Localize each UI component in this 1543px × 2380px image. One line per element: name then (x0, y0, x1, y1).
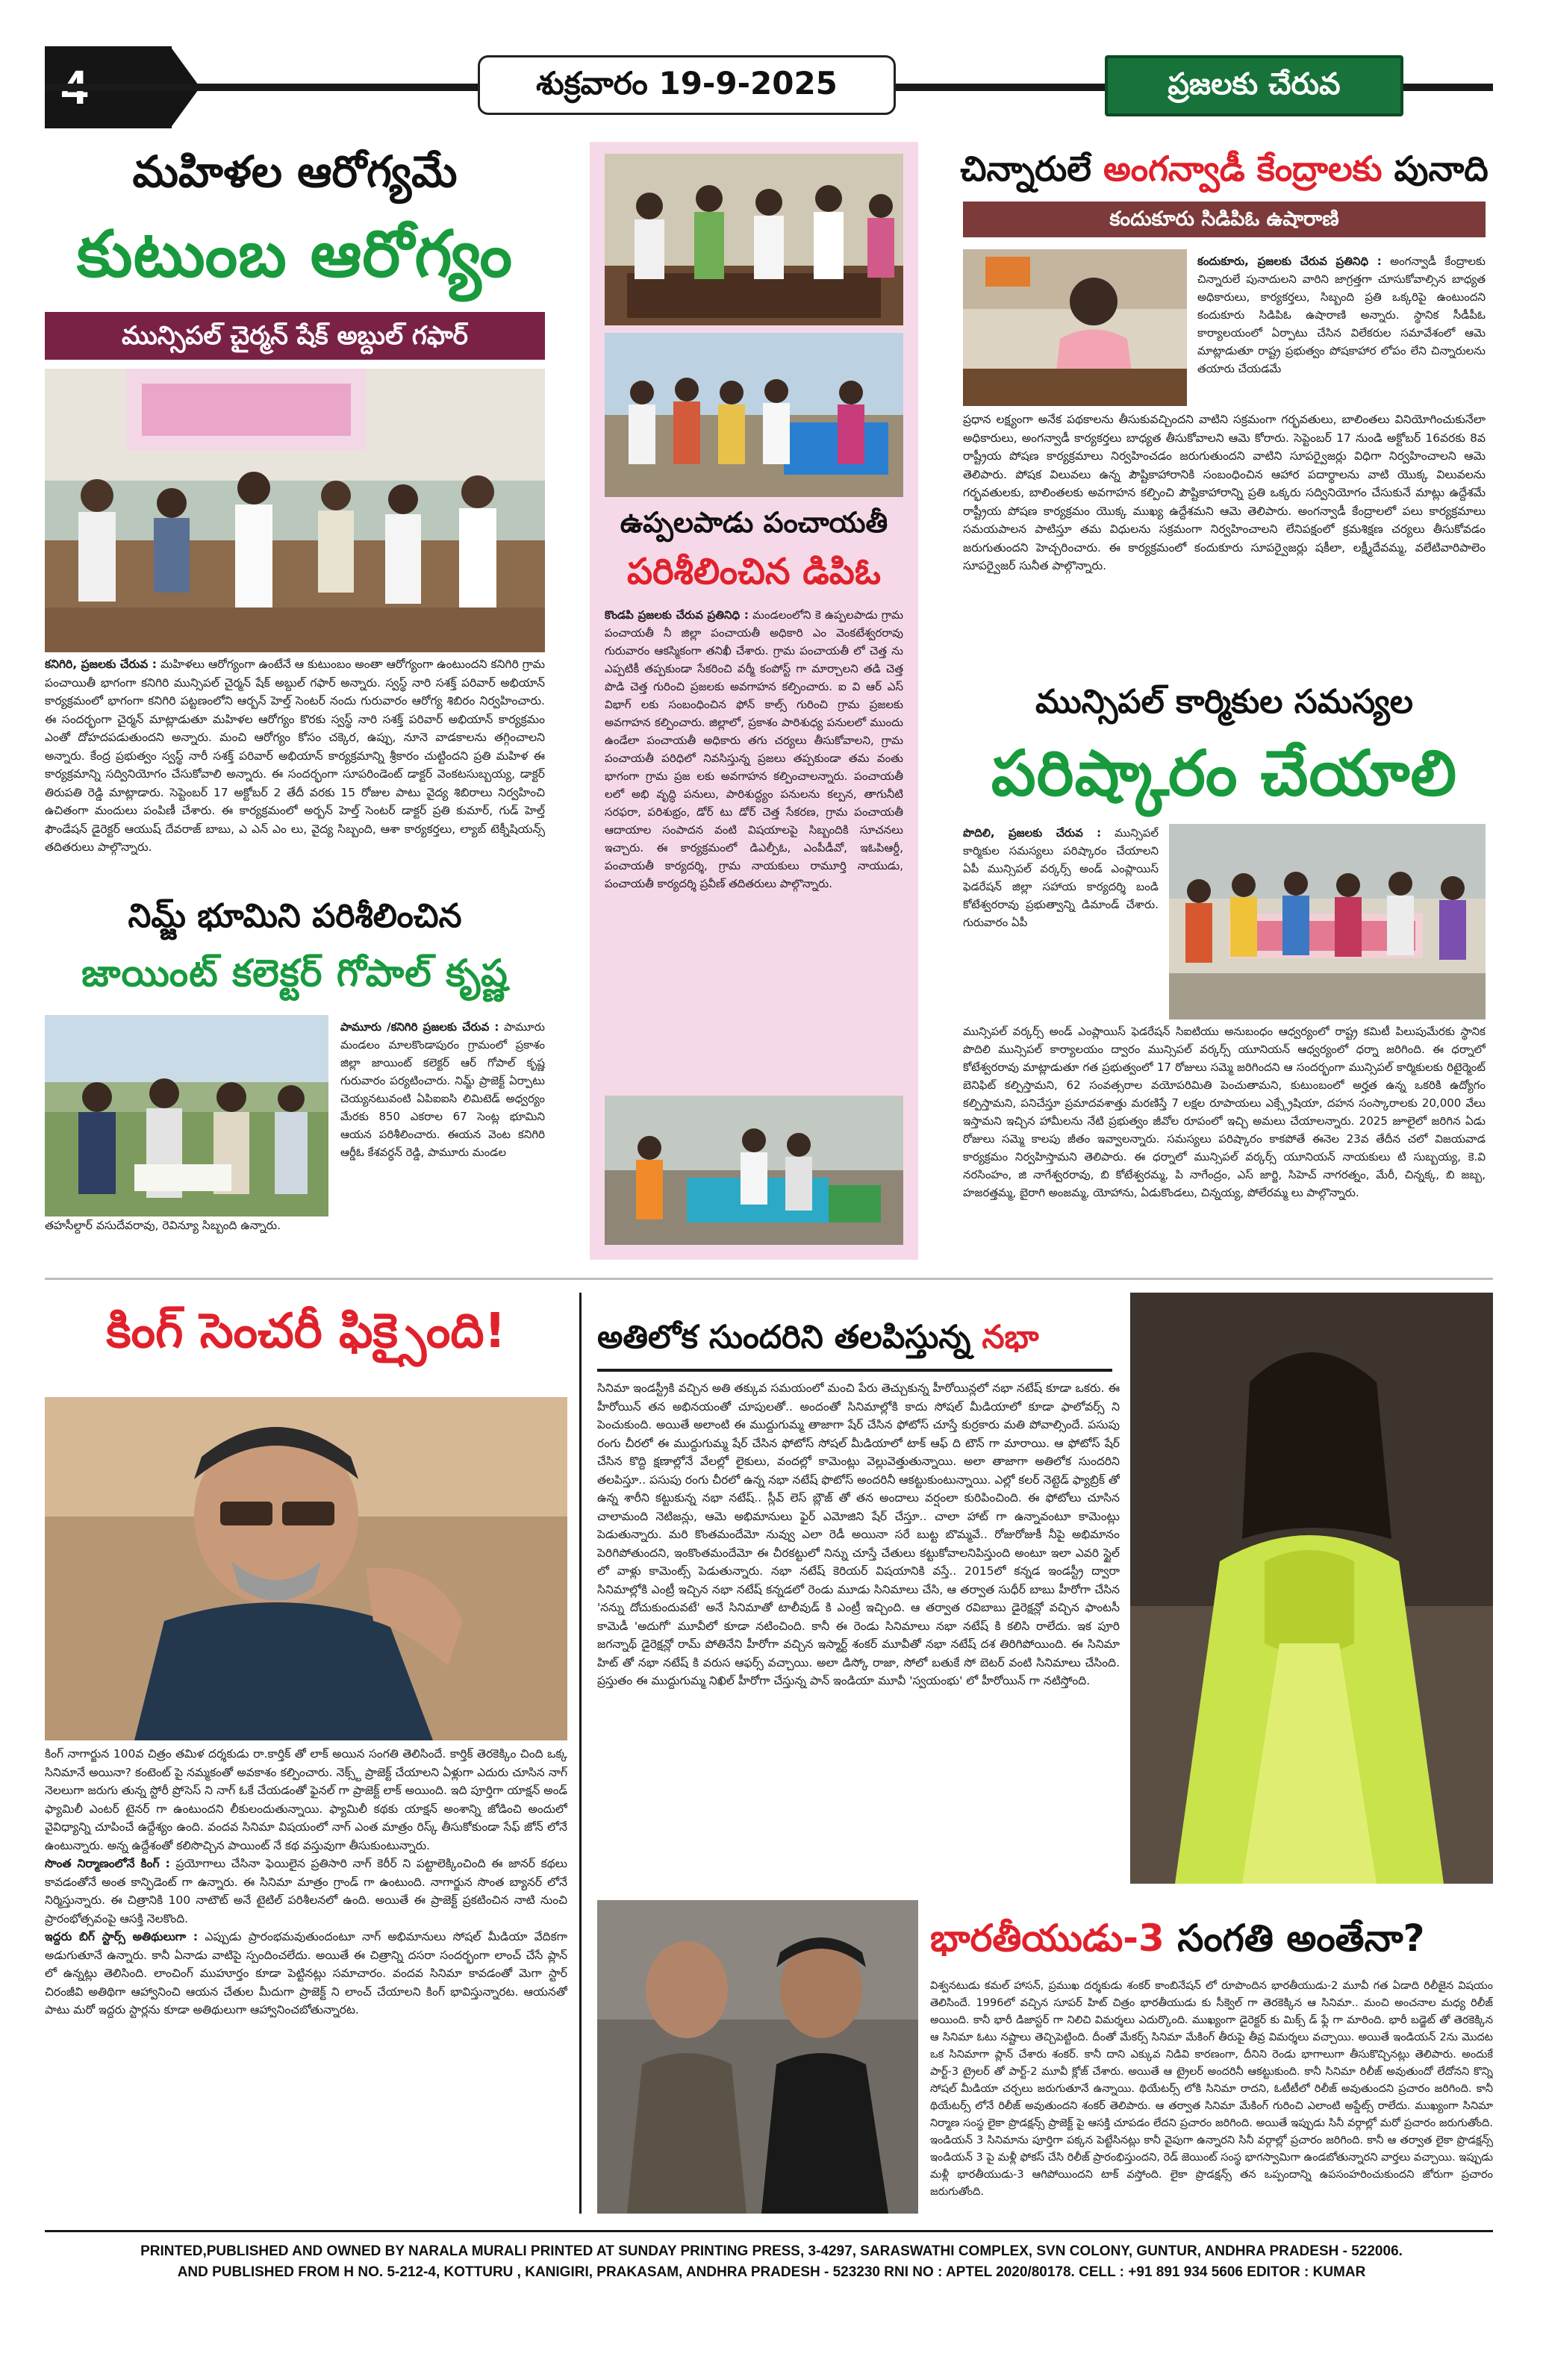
king-century-para3: ఎప్పుడు ప్రారంభమవుతుందంటూ నాగ్ అభిమానులు సోషల్ మీడియా వేదికగా అడుగుతూనే ఉన్నారు. కానీ ఏనాడు వాటిపై స్పందించలేదు. అయితే ఈ చిత్రాన్ని దసరా సందర్భంగా లాంచ్ చేసే ప్లాన్ లో ఉన్నట్లు తెలిసింది. లాంచింగ్ ముహూర్తం కూడా పెట్టినట్లు సమాచారం. వందవ సినిమా కావడంతో మెగా స్టార్ చిరంజీవి అతిథిగా ఆహ్వానించి ఆయన చేతుల మీదుగా ప్రాజెక్ట్ ని లాంచ్ చేయాలని కింగ్ భావిస్తున్నారట. ఆయనతో పాటు మరో ఇద్దరు స్టార్లను కూడా అతిథులుగా ఆహ్వానించబోతున్నారట. (45, 1930, 567, 2017)
women-health-body (45, 655, 545, 909)
king-century-headline (45, 1293, 567, 1370)
anganwadi-body-bottom: ప్రధాన లక్ష్యంగా అనేక పథకాలను తీసుకువచ్చిందని వాటిని సక్రమంగా గర్భవతులు, బాలింతలు వినియోగించుకునేలా అధికారులు, అంగన్వాడీ కార్యకర్తలు బాధ్యత తీసుకోవాలని ఆమె కోరారు. సెప్టెంబర్ 17 నుండి అక్టోబర్ 16వరకు 8వ రాష్ట్రీయ పోషణ కార్యక్రమాలు నిర్వహించడం జరుగుతుందని వాటిని సూపర్వైజర్లు విధిగా నిర్వహించాలని ఆమె తెలిపారు. పోషక విలువలు ఉన్న పౌష్టికాహారానికి సంబంధించిన ఆహార పదార్థాలను వాటి యొక్క విలువలను గర్భవతులకు, బాలింతలకు అవగాహన కల్పించి పౌష్టికాహారాన్ని ప్రతి ఒక్కరు సద్వినియోగం చేసుకునే మాట్లు ఉద్దేశమే రాష్ట్రీయ పోషణ కార్యక్రమం యొక్క ముఖ్య ఉద్దేశమని ఆమె తెలిపారు. అంగన్వాడీ కేంద్రాలలో పలు కార్యక్రమాలు సమయపాలన పాటిస్తూ తమ విధులను సక్రమంగా నిర్వహించాలని లేనిపక్షంలో క్రమశిక్షణ చర్యలు తీసుకోవడం జరుగుతుందని హెచ్చరించారు. ఈ కార్యక్రమంలో కందుకూరు సూపర్వైజర్లు షకీలా, లక్ష్మీదేవమ్మ, వలేటివారిపాలెం సూపర్వైజర్ సునీత పాల్గొన్నారు. (963, 413, 1486, 572)
uppalapadu-body (605, 606, 903, 1096)
anganwadi-headline-part2: అంగన్వాడీ కేంద్రాలకు (1103, 149, 1383, 189)
anganwadi-headline-part1: చిన్నారులే (960, 149, 1091, 189)
collector-site-photo (45, 1015, 328, 1216)
uppalapadu-kicker: ఉప్పలపాడు పంచాయతీ (620, 506, 888, 539)
bharateeyudu-headline-part2: సంగతి అంతేనా? (1177, 1917, 1425, 1960)
anganwadi-dateline: కందుకూరు, ప్రజలకు చేరువ ప్రతినిధి : (1197, 254, 1382, 268)
anganwadi-headline-part3: పునాది (1394, 149, 1489, 189)
masthead-brand: ప్రజలకు చేరువ (1105, 55, 1403, 116)
uppalapadu-photo-top (605, 154, 903, 325)
anganwadi-headline (948, 142, 1500, 196)
bharateeyudu-headline-part1: భారతీయుడు-3 (930, 1917, 1165, 1960)
footer-rule (45, 2230, 1493, 2232)
anganwadi-cdpo-photo (963, 249, 1187, 406)
king-century-intro: కింగ్ నాగార్జున 100వ చిత్రం తమిళ దర్శకుడు రా.కార్తిక్ తో లాక్ అయిన సంగతి తెలిసిందే. కార్తిక్ తెరకెక్కిం చింది ఒక్క సినిమానే అయినా? కంటెంట్ పై నమ్మకంతో అవకాశం కల్పించారు. నెక్స్ట్ ప్రాజెక్ట్ చేయాలని ఏళ్లుగా ఎదురు చూసిన నాగ్ నెలలుగా జరుగు తున్న స్టోరీ ప్రోసెస్ ని నాగ్ ఓకే చేయడంతో ఫైనల్ గా ప్రాజెక్ట్ లాక్ అయింది. ఇది పూర్తిగా యాక్షన్ అండ్ ఫ్యామిలీ ఎంటర్ టైనర్ గా ఉంటుందని లీకులందుతున్నాయి. ఫ్యామిలీ కథకు యాక్షన్ అంశాన్ని జోడించి అందులో వైవిధ్యాన్ని చూపించే ఉద్దేశ్యం ఉంది. వందవ సినిమా విషయంలో నాగ్ ఎంత మాత్రం రిస్క్ తీసుకోకుండా సేఫ్ జోన్ లోనే ఉంటున్నారు. అన్న ఉద్దేశంతో కలిసొచ్చిన పాయింట్ నే కథ వస్తువుగా తీసుకుంటున్నారు. (45, 1747, 567, 1852)
nabha-body: సినిమా ఇండస్ట్రీకి వచ్చిన అతి తక్కువ సమయంలో మంచి పేరు తెచ్చుకున్న హీరోయిన్లలో నభా నటేష్ కూడా ఒకరు. ఈ హీరోయిన్ తన అభినయంతో చూపులతో.. అందంతో సినిమాల్లోకి కాదు సోషల్ మీడియాలో కూడా ఫాలోవర్స్ ని పెంచుకుంది. అయితే అలాంటి ఈ ముద్దుగుమ్మ తాజాగా షేర్ చేసిన ఫోటోస్ చూస్తే కుర్రకారు మతి పోవాల్సిందే. పసుపు రంగు చీరలో ఈ ముద్దుగుమ్మ షేర్ చేసిన ఫోటోస్ సోషల్ మీడియాలో టాక్ ఆఫ్ ది టౌన్ గా మారాయి. ఆ ఫోటోస్ షేర్ చేసిన కొద్ది క్షణాల్లోనే వేలల్లో లైకులు, వందల్లో కామెంట్లు వెల్లువెత్తుతున్నాయి. అలా తాజాగా అతిలోక సుందరిని తలపిస్తూ.. పసుపు రంగు చీరలో ఉన్న నభా నటేష్ ఫొటోస్ అందరినీ ఆకట్టుకుంటున్నాయి. ఎల్లో కలర్ నెట్టెడ్ ఫ్యాబ్రిక్ తో ఉన్న శారీని కట్టుకున్న నభా నటేష్.. స్లీవ్ లెస్ బ్లౌజ్ తో తన అందాలు వర్షంలా కురిపించింది. ఈ ఫోటోలు చూసిన చాలామంది నెటిజన్లు, ఆమె అభిమానులు ఫైర్ ఎమోజిని షేర్ చేస్తూ.. చాలా హాట్ గా ఉన్నావంటూ కామెంట్లు పెడుతున్నారు. మరి కొంతమందేమో నువ్వు ఎలా రెడీ అయినా సరే బుట్ట బొమ్మవే.. రోజురోజుకీ నీపై అభిమానం పెరిగిపోతుందని, ఇంకొంతమందేమో ఈ చీరకట్టులో నిన్ను చూస్తే చేతులు కట్టుకోవాలనిపిస్తుంది అంటూ ఇలా ఎవరి స్టైల్ లో వాళ్లు కామెంట్స్ పెడుతున్నారు. నభా నటేష్ కెరియర్ విషయానికి వస్తే.. 2015లో కన్నడ ఇండస్ట్రీ ద్వారా సినిమాల్లోకి ఎంట్రీ ఇచ్చిన నభా నటేష్ కన్నడలో రెండు మూడు సినిమాలు చేసి, ఆ తర్వాత సుధీర్ బాబు హీరోగా చేసిన 'నన్ను దోచుకుందువటే' అనే సినిమాతో టాలీవుడ్ కి ఎంట్రీ ఇచ్చింది. ఆ తర్వాత రవిబాబు డైరెక్షన్లో వచ్చిన ఫాంటసీ కామెడీ 'అదుగో' మూవీలో కూడా నటించింది. కానీ ఈ రెండు సినిమాలు నభా నటేష్ కి కలిసి రాలేదు. ఇక పూరి జగన్నాథ్ డైరెక్షన్లో రామ్ పోతినేని హీరోగా వచ్చిన ఇస్మార్ట్ శంకర్ మూవీతో నభా నటేష్ దశ తిరిగిపోయింది. ఈ సినిమా హిట్ తో నభా నటేష్ కి వరుస ఆఫర్స్ వచ్చాయి. అలా డిస్కో రాజా, సోలో బతుకే సో బెటర్ వంటి సినిమాలు చేసింది. ప్రస్తుతం ఈ ముద్దుగుమ్మ నిఖిల్ హీరోగా చేస్తున్న పాన్ ఇండియా మూవీ 'స్వయంభు' లో హీరోయిన్ గా నటిస్తోంది. (597, 1381, 1120, 1687)
uppalapadu-dateline: కొండపి ప్రజలకు చేరువ ప్రతినిధి : (605, 608, 749, 622)
collector-dateline: పామూరు /కనిగిరి ప్రజలకు చేరువ : (340, 1020, 499, 1034)
footer-line-2: AND PUBLISHED FROM H NO. 5-212-4, KOTTURU , KANIGIRI, PRAKASAM, ANDHRA PRADESH - 523230 RNI NO : APTEL 2020/80178. CELL : +91 891 934 5606 EDITOR : KUMAR (177, 2264, 1366, 2280)
municipal-kicker: మున్సిపల్ కార్మికుల సమస్యల (1035, 683, 1413, 721)
nabha-headline-rule (597, 1369, 1112, 1372)
king-century-para2: ప్రయోగాలు చేసినా ఫెయిలైన ప్రతిసారి నాగ్ కెరీర్ ని పట్టాలెక్కించింది ఈ జానర్ కథలు కావడంతోనే అంత కాన్ఫిడెంట్ గా ఉన్నారు. ఈ సినిమా మాత్రం గ్రాండ్ గా ఉంటుంది. నాగార్జున సొంత బ్యానర్ లోనే నిర్మిస్తున్నారు. ఈ చిత్రానికి 100 నాటౌట్ అనే టైటిల్ పరిశీలనలో ఉంది. అయితే ఈ ప్రాజెక్ట్ ప్రకటించిన నాటి నుంచి ప్రారంభోత్సవంపై ఆసక్తి నెలకొంది. (45, 1857, 567, 1925)
collector-body-bottom: తహసీల్దార్ వసుదేవరావు, రెవిన్యూ సిబ్బంది ఉన్నారు. (45, 1219, 281, 1232)
bharateeyudu-headline (930, 1905, 1493, 1972)
bharateeyudu-body: విశ్వనటుడు కమల్ హాసన్, ప్రముఖ దర్శకుడు శంకర్ కాంబినేషన్ లో రూపొందిన భారతీయుడు-2 మూవీ గత ఏడాది రిలీజైన విషయం తెలిసిందే. 1996లో వచ్చిన సూపర్ హిట్ చిత్రం భారతీయుడు కు సీక్వెల్ గా తెరకెక్కిన ఆ సినిమా.. మంచి అంచనాల మధ్య రిలీజ్ అయింది. కానీ భారీ డిజాస్టర్ గా నిలిచి విమర్శలు ఎదుర్కొంది. ముఖ్యంగా డైరెక్టర్ కు మిక్స్ డ్ ఫ్లే గా మారింది. భారీ బడ్జెట్ తో తెరకెక్కిన ఆ సినిమా ఓటు నష్టాలు తెచ్చిపెట్టింది. దీంతో మేకర్స్ సినిమా మేకింగ్ తీరుపై తీవ్ర విమర్శలు వచ్చాయి. అయితే ఇండియన్ 2ను మొదట ఒక సినిమాగా ప్లాన్ చేశారు శంకర్. కానీ దాని ఎక్కువ నిడివి కారణంగా, దీనిని రెండు భాగాలుగా తీసుకొచ్చినట్లు తెలిపారు. అందుకే పార్ట్-3 ట్రైలర్ తో పార్ట్-2 మూవీ క్లోజ్ చేశారు. అయితే ఆ ట్రైలర్ అందరినీ ఆకట్టుకుంది. కానీ సినిమా రిలీజ్ అవుతుందో లేదోనని కొన్ని సోషల్ మీడియా చర్చలు జరుగుతూనే ఉన్నాయి. థియేటర్స్ లోకి సినిమా రాదని, ఓటీటీలో రిలీజ్ అవుతుందని ప్రచారం జరిగింది. కానీ థియేటర్స్ లోనే రిలీజ్ అవుతుందని శంకర్ తెలిపారు. ఆ తర్వాత సినిమా మేకింగ్ గురించి ఎలాంటి అప్డేట్స్ రాలేదు. ముఖ్యంగా సినిమా నిర్మాణ సంస్థ లైకా ప్రొడక్షన్స్ ప్రాజెక్ట్ పై ఆసక్తి చూపడం లేదని ప్రచారం జరిగింది. అయితే ఇప్పుడు సినీ వర్గాల్లో మరో ప్రచారం జరుగుతోంది. ఇండియన్ 3 సినిమాను పూర్తిగా పక్కన పెట్టేసినట్లు కానీ వైపుగా ఉన్నారని సినీ వర్గాల్లో ప్రచారం జరిగింది. కానీ ఆ తర్వాత లైకా ప్రొడక్షన్స్ ఇండియన్ 3 పై మళ్లీ ఫోకస్ చేసి రిలీజ్ ప్రారంభిస్తుందని, రెడ్ జెయింట్ సంస్థ భాగస్వామిగా ఉండబోతున్నారని వార్తలు వచ్చాయి. ఇప్పుడు మళ్లీ భారతీయుడు-3 ఆగిపోయిందని టాక్ వస్తోంది. లైకా ప్రొడక్షన్స్ తన ఒప్పందాన్ని ఉపసంహరించుకుందని జోరుగా ప్రచారం జరుగుతోంది. (930, 1980, 1493, 2198)
anganwadi-body-side (1197, 252, 1486, 407)
footer-line-1: PRINTED,PUBLISHED AND OWNED BY NARALA MURALI PRINTED AT SUNDAY PRINTING PRESS, 3-4297, SARASWATHI COMPLEX, SVN COLONY, GUNTUR, ANDHRA PRADESH - 522006. (140, 2243, 1403, 2259)
women-health-headline: కుటుంబ ఆరోగ్యం (76, 217, 514, 292)
nabha-saree-photo (1130, 1293, 1493, 1884)
uppalapadu-headline: పరిశీలించిన డిపిఓ (626, 551, 882, 593)
nabha-headline-part2: నభా (982, 1319, 1039, 1356)
municipal-protest-photo (1169, 824, 1486, 1019)
masthead-date: శుక్రవారం 19-9-2025 (478, 55, 896, 115)
municipal-text-side: మున్సిపల్ కార్మికుల సమస్యలు పరిష్కారం చేయాలని ఏపీ మున్సిపల్ వర్కర్స్ అండ్ ఎంప్లాయిస్ ఫెడరేషన్ జిల్లా సహాయ కార్యదర్శి బండి కోటేశ్వరరావు ప్రభుత్వాన్ని డిమాండ్ చేశారు. గురువారం ఏపీ (963, 826, 1159, 929)
king-century-headline-text: కింగ్ సెంచరీ ఫిక్సైంది! (106, 1304, 506, 1359)
kamal-shankar-photo (597, 1900, 918, 2214)
women-health-camp-photo (45, 369, 545, 652)
collector-headline: జాయింట్ కలెక్టర్ గోపాల్ కృష్ణ (81, 952, 508, 995)
municipal-dateline: పొదిలి, ప్రజలకు చేరువ : (963, 826, 1102, 840)
uppalapadu-photo-middle (605, 333, 903, 497)
nabha-headline-part1: అతిలోక సుందరిని తలపిస్తున్న (597, 1319, 971, 1356)
column-separator (579, 1293, 582, 2214)
municipal-headline: పరిష్కారం చేయాలి (991, 737, 1458, 810)
collector-kicker: నిమ్జ్ భూమిని పరిశీలించిన (128, 897, 462, 935)
collector-body-side (340, 1018, 545, 1214)
section-divider (45, 1278, 1493, 1280)
king-century-para2-label: సొంత నిర్మాణంలోనే కింగ్ : (45, 1857, 170, 1870)
anganwadi-byline-banner: కందుకూరు సిడిపిఓ ఉషారాణి (963, 202, 1486, 237)
king-century-body (45, 1745, 567, 2214)
women-health-kicker: మహిళల ఆరోగ్యమే (132, 146, 458, 197)
uppalapadu-text: మండలంలోని కె ఉప్పలపాడు గ్రామ పంచాయతీ నీ జిల్లా పంచాయతీ అధికారి ఎం వెంకటేశ్వరరావు గురువారం ఆకస్మికంగా తనిఖీ చేశారు. గ్రామ పంచాయతీ లో చెత్త ను ఎప్పటికీ తప్పకుండా సేకరించి వర్మీ కంపోస్ట్ గా మార్చాలని తడి చెత్త పొడి చెత్త గురించి ప్రజలకు అవగాహన కల్పించారు. ఐ వి ఆర్ ఎస్ విభాగ్ లకు సంబంధించిన ఫోన్ కాల్స్ గురించి గ్రామ ప్రజలకు అవగాహన కల్పించారు. జిల్లాలో, ప్రకాశం పారిశుధ్య పనులలో ముందు ఉండేలా పంచాయతీ అధికారు తగు చర్యలు తీసుకోవాలని, గ్రామ పంచాయతీ పరిధిలో నివసిస్తున్న ప్రజలు తప్పకుండా తమ వంతు భాగంగా గ్రామ ప్రజ లకు అవగాహన కల్పించాలన్నారు. పంచాయతీ లలో అభి వృద్ధి పనులు, పారిశుద్ధ్యం పనులను కల్పన, తాగునీటి సరఫరా, పరిశుభ్రం, డోర్ టు డోర్ చెత్త సేకరణ, గ్రామ పంచాయతీ ఆదాయాల సంపాదన వంటి విషయాలపై సిబ్బందికి సూచనలు ఇచ్చారు. ఈ కార్యక్రమంలో డిఎల్పీఓ, ఎంపీడీవో, ఇఓపిఆర్డీ, పంచాయతీ కార్యదర్శి, గ్రామ నాయకులు రామూర్తి నాయుడు, పంచాయతీ కార్యదర్శి ప్రవీణ్ తదితరులు పాల్గొన్నారు. (605, 608, 903, 890)
nabha-headline (597, 1308, 1112, 1367)
women-health-dateline: కనిగిరి, ప్రజలకు చేరువ : (45, 658, 157, 671)
anganwadi-text-side: అంగన్వాడీ కేంద్రాలకు చిన్నారులే పునాదులని వారిని జాగ్రత్తగా చూసుకోవాల్సిన బాధ్యత అధికారులు, కార్యకర్తలు, సిబ్బంది ప్రతి ఒక్కరిపై ఉంటుందని కందుకూరు సిడిపిఓ ఉషారాణి అన్నారు. స్థానిక సీడీపీఓ కార్యాలయంలో ఏర్పాటు చేసిన విలేకరుల సమావేశంలో ఆమె మాట్లాడుతూ రాష్ట్ర ప్రభుత్వం పోషకాహార లోపం లేని చిన్నారులను తయారు చేయడమే (1197, 254, 1486, 375)
women-health-text: మహిళలు ఆరోగ్యంగా ఉంటేనే ఆ కుటుంబం అంతా ఆరోగ్యంగా ఉంటుందని కనిగిరి గ్రామ పంచాయితీ భాగంగా కనిగిరి మున్సిపల్ చైర్మన్ షేక్ అబ్దుల్ గఫార్ అన్నారు. స్వస్థ్ నారి సశక్త్ పరివార్ అభియాన్ కార్యక్రమంలో భాగంగా కనిగిరి పట్టణంలోని ఆర్బన్ హెల్త్ సెంటర్ నందు గురువారం ఆరోగ్య శిబిరం నిర్వహించారు. ఈ సందర్భంగా చైర్మన్ మాట్లాడుతూ మహిళల ఆరోగ్యం కొరకు స్వస్థ్ నారి సశక్త్ పరివార్ అభియాన్ కార్యక్రమం ఎంతో దోహదపడుతుందని అన్నారు. మంచి ఆరోగ్యం కోసం చక్కెర, ఉప్పు, నూనె వాడకాలను తగ్గించాలని అన్నారు. కేంద్ర ప్రభుత్వం స్వస్థ్ నారీ సశక్త్ పరివార్ అభియాన్ కార్యక్రమాన్ని శ్రీకారం చుట్టిందని ప్రతి మహిళ ఈ కార్యక్రమాన్ని సద్వినియోగం చేసుకోవాలి అన్నారు. ఈ సందర్భంగా సూపరిండెంట్ డాక్టర్ వెంకటసుబ్బయ్య, డాక్టర్ తిరుపతి రెడ్డి మాట్లాడారు. సెప్టెంబర్ 17 అక్టోబర్ 2 తేదీ వరకు 15 రోజుల పాటు వైద్య శిబిరాలు నిర్వహించి ఉచితంగా మందులు పంపిణీ చేశారు. ఈ కార్యక్రమంలో అర్బన్ హెల్త్ సెంటర్ డాక్టర్ ప్రతి కుమార్, గుడ్ హెల్త్ ఫౌండేషన్ డైరెక్టర్ ఆయుష్ దేవరాజ్ బాబు, ఎ ఎన్ ఎం లు, వైద్య సిబ్బంది, ఆశా కార్యకర్తలు, ల్యాబ్ టెక్నీషియన్స్ తదితరులు పాల్గొన్నారు. (45, 658, 545, 854)
collector-text-side: పామూరు మండలం మాలకొండాపురం గ్రామంలో ప్రకాశం జిల్లా జాయింట్ కలెక్టర్ ఆర్ గోపాల్ కృష్ణ గురువారం పర్యటించారు. నిమ్జ్ ప్రాజెక్ట్ ఏర్పాటు చెయ్యనటువంటి ఏపిఐఐసి లిమిటెడ్ అధ్వర్యం మేరకు 850 ఎకరాల 67 సెంట్ల భూమిని ఆయన పరిశీలించారు. ఈయన వెంట కనిగిరి ఆర్డీఓ కేశవర్ధన్ రెడ్డి, పామూరు మండల (340, 1020, 545, 1159)
nagarjuna-photo (45, 1397, 567, 1740)
women-health-byline-banner: మున్సిపల్ చైర్మన్ షేక్ అబ్దుల్ గఫార్ (45, 312, 545, 360)
king-century-para3-label: ఇద్దరు బిగ్ స్టార్స్ అతిథులుగా : (45, 1930, 199, 1943)
municipal-body-bottom: మున్సిపల్ వర్కర్స్ అండ్ ఎంప్లాయిస్ ఫెడరేషన్ సిఐటియు అనుబంధం ఆధ్వర్యంలో రాష్ట్ర కమిటీ పిలుపుమేరకు స్థానిక పొదిలి మున్సిపల్ కార్యాలయం ద్వారం మున్సిపల్ వర్కర్స్ యూనియన్ ఆధ్వర్యంలో ధర్నా జరిగింది. ఈ ధర్నాలో కోటేశ్వరరావు మాట్లాడుతూ గత ప్రభుత్వంలో 17 రోజులు సమ్మె జరిగిందని ఆ సందర్భంగా మున్సిపల్ కార్మికులకు రిటైర్మెంట్ బెనిఫిట్ కల్పిస్తామని, 62 సంవత్సరాల వయోపరిమితి పెంచుతామని, కుటుంబంలో అర్హత ఉన్న ఒకరికి ఉద్యోగం కల్పిస్తామని, పనిచేస్తూ ప్రమాదవశాత్తు మరణిస్తే 7 లక్షల రూపాయలు ఎక్స్గ్రేషియా, దహన సంస్కారాలకు 20,000 వేలు ఇస్తామని ఇచ్చిన హామీలను నేటి ప్రభుత్వం జీవోల రూపంలో ఇచ్చి అమలు చేయాలన్నారు. 2025 జూలైలో జరిగిన ఏడు రోజులు సమ్మె కాలపు జీతం ఇవ్వాలన్నారు. సమస్యలు పరిష్కారం కాకపోతే ఈనెల 23వ తేదీన చలో విజయవాడ కార్యక్రమం నిర్వహిస్తామని తెలిపారు. ఈ ధర్నాలో మున్సిపల్ వర్కర్స్ యూనియన్ నాయకులు టి సుబ్బయ్య, కె.వి నరసింహం, జి నాగేశ్వరరావు, బి కోటేశ్వరమ్మ, పి నాగేంద్రం, ఎస్ జార్జి, సిహెచ్ నాగరత్నం, మేరీ, చిన్నక్క, బి జబ్బ, హజరత్తమ్మ, బైరాగి అంజమ్మ, యోహాను, ఏడుకొండలు, చిన్నయ్య, పోలేరమ్మ లు పాల్గొన్నారు. (963, 1025, 1486, 1199)
uppalapadu-photo-bottom (605, 1096, 903, 1245)
municipal-body-side (963, 824, 1159, 1019)
